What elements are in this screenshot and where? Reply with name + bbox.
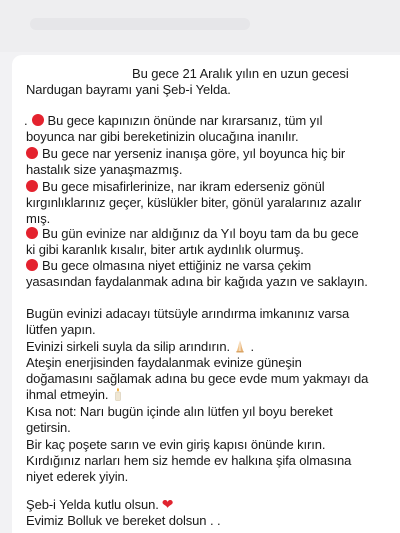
paragraph-bag: Bir kaç poşete sarın ve evin giriş kapısı önünde kırın.	[26, 437, 326, 452]
bullet-item-2: Bu gece nar yerseniz inanışa göre, yıl boyunca hiç bir	[26, 146, 345, 161]
closing-wish: Evimiz Bolluk ve bereket dolsun . .	[26, 513, 221, 528]
bullet-item-4: Bu gün evinize nar aldığınız da Yıl boyu tam da bu gece	[26, 226, 359, 241]
bullet-item-4-line-2: ki gibi karanlık kısalır, biter artık aydınlık olurmuş.	[26, 242, 304, 257]
folded-hands-icon	[233, 339, 247, 353]
paragraph-incense-line-1: Bugün evinizi adacayı tütsüyle arındırma imkanınız varsa	[26, 306, 350, 321]
bullet-item-5: Bu gece olmasına niyet ettiğiniz ne varsa çekim	[26, 258, 311, 273]
title-line-2: Nardugan bayramı yani Şeb-i Yelda.	[26, 82, 231, 97]
paragraph-eat-line-1: Kırdığınız narları hem siz hemde ev halkına şifa olmasına	[26, 453, 352, 468]
closing-greeting: Şeb-i Yelda kutlu olsun. ❤	[26, 496, 174, 512]
candle-icon	[111, 387, 125, 401]
title-line-1: Bu gece 21 Aralık yılın en uzun gecesi	[132, 66, 349, 81]
bullet-item-3-line-3: mış.	[26, 211, 51, 226]
red-circle-icon	[26, 180, 38, 192]
paragraph-fire-line-3: ihmal etmeyin.	[26, 387, 125, 402]
bullet-item-3-line-2: kırgınlıklarınız geçer, küslükler biter, gönül yaralarınız azalır	[26, 195, 362, 210]
bullet-item-1: . Bu gece kapınızın önünde nar kırarsanız, tüm yıl	[24, 113, 323, 128]
paragraph-eat-line-2: niyet ederek yiyin.	[26, 469, 129, 484]
heart-icon: ❤	[161, 496, 174, 512]
paragraph-note-line-2: getirsin.	[26, 420, 71, 435]
paragraph-fire-line-1: Ateşin enerjisinden faydalanmak evinize güneşin	[26, 355, 302, 370]
bullet-item-5-line-2: yasasından faydalanmak adına bir kağıda yazın ve saklayın.	[26, 274, 368, 289]
paragraph-note-line-1: Kısa not: Narı bugün içinde alın lütfen yıl boyu bereket	[26, 404, 333, 419]
red-circle-icon	[26, 147, 38, 159]
red-circle-icon	[32, 114, 44, 126]
paragraph-vinegar: Evinizi sirkeli suyla da silip arındırın. .	[26, 339, 255, 354]
bullet-item-3: Bu gece misafirlerinize, nar ikram ederseniz gönül	[26, 179, 325, 194]
bullet-item-1-line-2: boyunca nar gibi bereketinizin olucağına inanılır.	[26, 129, 299, 144]
blurred-header-text	[30, 18, 250, 30]
paragraph-incense-line-2: lütfen yapın.	[26, 322, 96, 337]
paragraph-fire-line-2: doğamasını sağlamak adına bu gece evde mum yakmayı da	[26, 371, 369, 386]
blurred-header	[0, 0, 400, 52]
red-circle-icon	[26, 227, 38, 239]
red-circle-icon	[26, 259, 38, 271]
bullet-item-2-line-2: hastalık size yanaşmazmış.	[26, 162, 183, 177]
